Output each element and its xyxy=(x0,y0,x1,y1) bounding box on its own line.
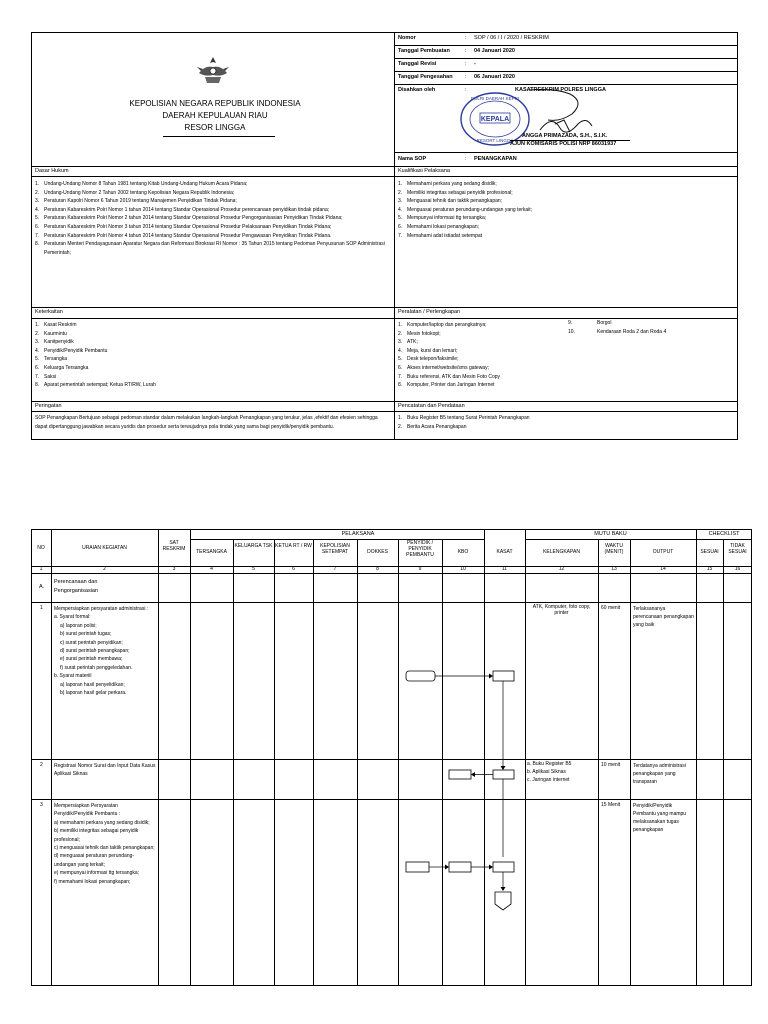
table-row: Mempersiapkan persyaratan administrasi : a. Syarat formal: a) laporan polisi; b) surat perintah tugas; c) surat perintah penyidikan; d) surat perintah penangkapan; e) surat perintah membawa; f) surat perintah penggeledahan. b. Syarat materiil a) laporan hasil penyelidikan; b) laporan hasil gelar perkara. xyxy=(54,606,149,697)
flow-box-penyidik-3 xyxy=(406,862,429,872)
flow-box-kbo-3 xyxy=(449,862,471,872)
row-1-waktu: 60 menit xyxy=(601,605,621,611)
sop-name-label: Nama SOP xyxy=(398,156,427,162)
col-header-kepolisian: KEPOLISIAN SETEMPAT xyxy=(320,543,350,555)
row-2-no: 2 xyxy=(40,762,43,768)
list-item: 2. Kaurmintu xyxy=(35,330,67,337)
svg-text:POLRI DAERAH KEPRI: POLRI DAERAH KEPRI xyxy=(470,96,520,101)
flow-box-kasat-2 xyxy=(493,770,514,779)
sop-name: PENANGKAPAN xyxy=(474,156,517,162)
row-2-output: Terdatanya administrasi penangkapan yang transparan xyxy=(633,763,686,785)
list-item: 6. Keluarga Tersangka xyxy=(35,364,89,371)
kualifikasi-title: Kualifikasi Pelaksana xyxy=(398,168,450,174)
list-item: 2. Undang-Undang Nomor 2 Tahun 2002 tentang Kepolisian Negara Republik Indonesia; xyxy=(35,189,235,196)
col-header-waktu: WAKTU (MENIT) xyxy=(604,543,624,555)
list-item: 5. Tersangka xyxy=(35,356,68,363)
section-a-title: Perencanaan dan Pengorganisasian xyxy=(54,579,99,594)
col-header-kbo: KBO xyxy=(457,549,469,555)
approved-title: KASATRESKRIM POLRES LINGGA xyxy=(515,87,606,93)
col-header-tersangka: TERSANGKA xyxy=(196,549,227,555)
list-item: 7. Memahami adat istiadat setempat xyxy=(398,232,483,239)
list-item: 2. Mesin fotokopi; xyxy=(398,330,441,337)
dasar-hukum-list xyxy=(35,180,387,257)
police-emblem-icon xyxy=(195,55,231,85)
approved-name: ANGGA PRIMAZADA, S.H., S.I.K. xyxy=(522,133,608,139)
peralatan-item-10: Kendaraan Roda 2 dan Roda 4 xyxy=(597,329,667,335)
approved-label: Disahkan oleh xyxy=(398,87,436,93)
row-2-kelengkapan-2: b. Aplikasi Siknas xyxy=(527,769,566,775)
list-item: 2. Berita Acara Penangkapan xyxy=(398,423,467,430)
row-3-no: 3 xyxy=(40,802,43,808)
dasar-hukum-title: Dasar Hukum xyxy=(35,168,69,174)
list-item: 1. Komputer/laptop dan perangkatnya; xyxy=(398,322,487,328)
group-mutu-baku: MUTU BAKU xyxy=(594,531,627,537)
flow-offpage-connector xyxy=(495,892,511,910)
approved-rank: AJUN KOMISARIS POLISI NRP 86031937 xyxy=(510,141,617,147)
list-item: 1. Kasat Reskrim xyxy=(35,322,77,328)
pencatatan-list xyxy=(398,414,733,431)
list-item: 3. Kanitpenyidik xyxy=(35,339,74,346)
keterkaitan-list xyxy=(35,321,387,390)
row-1-no: 1 xyxy=(40,605,43,611)
meta-label-pengesahan: Tanggal Pengesahan xyxy=(398,74,453,80)
row-2-waktu: 10 menit xyxy=(601,762,621,768)
col-header-tidak-sesuai: TIDAK SESUAI xyxy=(728,543,747,555)
flowchart xyxy=(395,660,530,990)
flow-box-kbo-2 xyxy=(449,770,471,779)
list-item: 4. Menguasai peraturan perundang-undangan yang terkait; xyxy=(398,206,533,213)
list-item: 4. Peraturan Kabareskrim Polri Nomor 1 tahun 2014 tentang Standar Operasional Prosedur perencanaan penyidikan tindak pidana; xyxy=(35,206,330,213)
peringatan-text: SOP Penangkapan Bertujuan sebagai pedoman standar dalam melakukan langkah-langkah Penangkapan yang terukur, jelas ,efektif dan efesien sehingga dapat dipertanggung jawabkan secara yuridis dan prosedur serta terwujudnya pola tindak yang sama bagi penyidik/penyidik pembantu. xyxy=(35,415,378,430)
pencatatan-title: Pencatatan dan Pendataan xyxy=(398,403,465,409)
col-header-ketua-rt: KETUA RT / RW xyxy=(275,543,312,549)
table-row: Mempersiapkan Persyaratan Penyidik/Penyidik Pembantu : a) memahami perkara yang sedang disidik; b) memiliki integritas sebagai penyidik profesional; c) menguasai tehnik dan taktik penangkapan; d) menguasai peraturan perundang-undangan yang terkait; e) mempunyai informasi ttg tersangka; f) memahami lokasi penangkapan; xyxy=(54,803,155,885)
list-item: 8. Komputer, Printer dan Jaringan Internet xyxy=(398,382,495,389)
list-item: 7. Saksi xyxy=(35,373,57,380)
col-header-kasat: KASAT xyxy=(496,549,513,555)
col-header-no: NO xyxy=(37,545,45,551)
meta-value-nomor: SOP / 06 / I / 2020 / RESKRIM xyxy=(474,35,549,41)
header-divider xyxy=(394,32,395,440)
row-3-waktu: 15 Menit xyxy=(601,802,621,808)
list-item: 6. Peraturan Kabareskrim Polri Nomor 3 tahun 2014 tentang Standar Operasional Prosedur Pelaksanaan Penyidikan Tindak Pidana; xyxy=(35,223,332,230)
list-item: 8. Peraturan Menteri Pendayagunaan Aparatur Negara dan Reformasi Birokrasi RI Nomor : 35 Tahun 2015 tentang Pedoman Penyusunan SOP Administrasi Pemerintah; xyxy=(35,241,385,256)
list-item: 1. Buku Register B5 tentang Surat Perintah Penangkapan xyxy=(398,415,530,421)
org-underline xyxy=(163,136,275,137)
list-item: 2. Memiliki integritas sebagai penyidik profesional; xyxy=(398,189,513,196)
peralatan-item-9: Borgol xyxy=(597,320,612,326)
list-item: 7. Peraturan Kabareskrim Polri Nomor 4 tahun 2014 tentang Standar Operasional Prosedur Pengawasan Penyidikan Tindak Pidana. xyxy=(35,232,332,239)
org-line-1: KEPOLISIAN NEGARA REPUBLIK INDONESIA xyxy=(129,99,301,108)
list-item: 6. Akses internet/website/sms gateway; xyxy=(398,364,489,371)
org-line-2: DAERAH KEPULAUAN RIAU xyxy=(162,111,268,120)
list-item: 1. Undang-Undang Nomor 8 Tahun 1981 tentang Kitab Undang-Undang Hukum Acara Pidana; xyxy=(35,181,248,187)
list-item: 3. Peraturan Kapolri Nomor 6 Tahun 2019 tentang Manajemen Penyidikan Tindak Pidana; xyxy=(35,198,237,205)
list-item: 4. Meja, kursi dan lemari; xyxy=(398,347,458,354)
col-header-sesuai: SESUAI xyxy=(700,549,719,555)
meta-value-revisi: - xyxy=(474,61,476,67)
row-1-output: Terlaksananya perencanaan penangkapan yang baik xyxy=(633,606,694,628)
peralatan-title: Peralatan / Perlengkapan xyxy=(398,309,461,315)
row-2-uraian: Registrasi Nomor Surat dan Input Data Kasus Aplikasi Siknas xyxy=(54,763,156,778)
meta-value-pembuatan: 04 Januari 2020 xyxy=(474,48,515,54)
col-header-uraian: URAIAN KEGIATAN xyxy=(82,545,127,551)
list-item: 1. Memahami perkara yang sedang disidik; xyxy=(398,181,497,187)
row-1-kelengkapan: ATK, Komputer, foto copy, printer xyxy=(532,604,591,616)
peralatan-list xyxy=(398,321,568,390)
list-item: 8. Aparat pemerintah setempat; Ketua RT/RW, Lurah xyxy=(35,382,156,389)
org-line-3: RESOR LINGGA xyxy=(184,123,246,132)
flow-box-kasat-3 xyxy=(493,862,514,872)
list-item: 7. Buku referensi, ATK dan Mesin Foto Copy xyxy=(398,373,501,380)
list-item: 3. ATK; xyxy=(398,339,418,346)
svg-text:RESORT LINGGA: RESORT LINGGA xyxy=(476,138,514,143)
col-header-keluarga: KELUARGA TSK xyxy=(234,543,273,549)
row-3-output: Penyidik/Penyidik Pembantu yang mampu melaksanakan tugas penangkapan xyxy=(633,803,687,833)
list-item: 6. Memahami lokasi penangkapan; xyxy=(398,223,479,230)
list-item: 5. Desk telepon/faksimile; xyxy=(398,356,459,363)
section-a-no: A. xyxy=(39,584,45,590)
row-2-kelengkapan-1: a. Buku Register B5 xyxy=(527,761,572,767)
meta-value-pengesahan: 06 Januari 2020 xyxy=(474,74,515,80)
peringatan-title: Peringatan xyxy=(35,403,62,409)
col-header-dokkes: DOKKES xyxy=(367,549,388,555)
meta-label-pembuatan: Tanggal Pembuatan xyxy=(398,48,450,54)
meta-label-revisi: Tanggal Revisi xyxy=(398,61,437,67)
list-item: 3. Menguasai tehnik dan taktik penangkapan; xyxy=(398,198,503,205)
keterkaitan-title: Keterkaitan xyxy=(35,309,63,315)
col-header-satreskrim: SAT RESKRIM xyxy=(162,540,186,552)
list-item: 4. Penyidik/Penyidik Pembantu xyxy=(35,347,108,354)
col-header-output: OUTPUT xyxy=(652,549,674,555)
col-header-kelengkapan: KELENGKAPAN xyxy=(543,549,580,555)
group-checklist: CHECKLIST xyxy=(708,531,740,537)
flow-box-penyidik-1 xyxy=(406,671,435,681)
row-2-kelengkapan-3: c. Jaringan internet xyxy=(527,777,570,783)
meta-label-nomor: Nomor xyxy=(398,35,416,41)
col-header-penyidik: PENYIDIK / PENYIDIK PEMBANTU xyxy=(406,540,434,558)
svg-text:KEPALA: KEPALA xyxy=(480,116,510,123)
group-pelaksana: PELAKSANA xyxy=(341,531,375,537)
list-item: 5. Mempunyai informasi ttg tersangka; xyxy=(398,215,487,222)
flow-box-kasat-1 xyxy=(493,671,514,681)
procedure-table xyxy=(31,529,752,986)
kualifikasi-list xyxy=(398,180,733,240)
list-item: 5. Peraturan Kabareskrim Polri Nomor 2 tahun 2014 tentang Standar Operasional Prosedur Pengorganisasian Penyidikan Tindak Pidana; xyxy=(35,215,343,222)
